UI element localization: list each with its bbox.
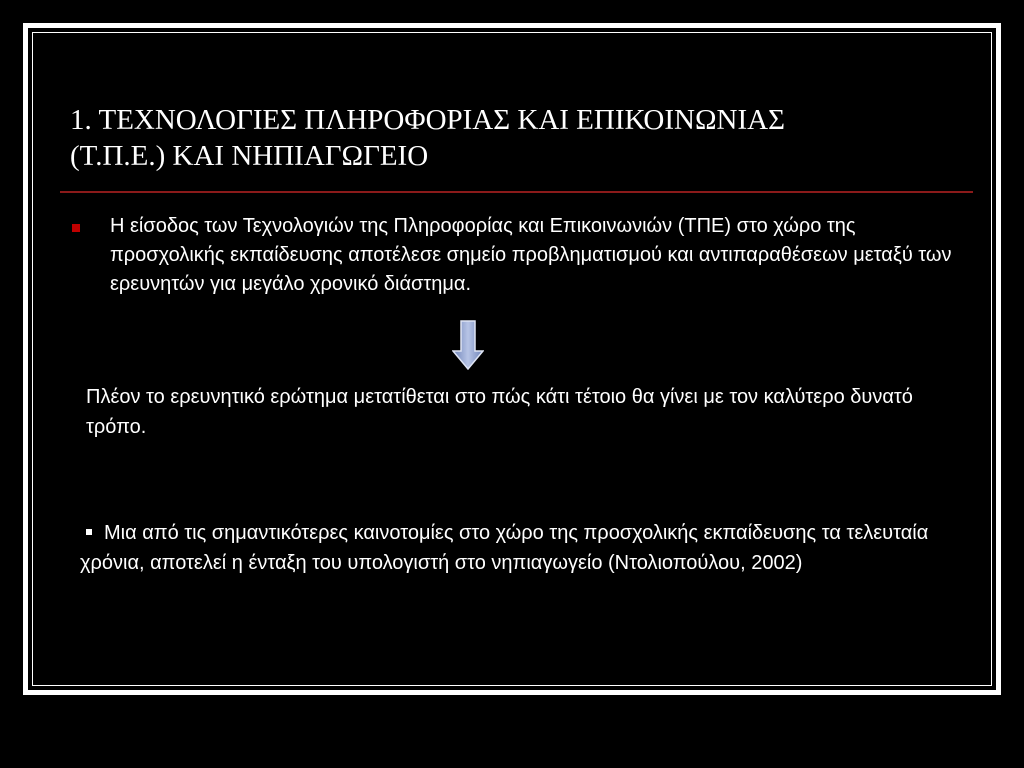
small-square-bullet-icon	[86, 529, 92, 535]
research-question-paragraph: Πλέον το ερευνητικό ερώτημα μετατίθεται στο πώς κάτι τέτοιο θα γίνει με τον καλύτερο δυνατό τρόπο.	[86, 386, 913, 438]
down-arrow-icon	[452, 320, 484, 370]
bullet-text: Η είσοδος των Τεχνολογιών της Πληροφορίας και Επικοινωνιών (ΤΠΕ) στο χώρο της προσχολικής εκπαίδευσης αποτέλεσε σημείο προβληματισμού και αντιπαραθέσεων μεταξύ των ερευνητών για μεγάλο χρονικό διάστημα.	[110, 215, 952, 295]
bullet-item	[72, 212, 972, 299]
slide-title	[70, 102, 970, 174]
title-divider	[60, 191, 973, 193]
title-line-1: 1. ΤΕΧΝΟΛΟΓΙΕΣ ΠΛΗΡΟΦΟΡΙΑΣ ΚΑΙ ΕΠΙΚΟΙΝΩΝΙΑΣ	[70, 104, 785, 136]
square-bullet-icon	[72, 224, 80, 232]
innovation-text: Μια από τις σημαντικότερες καινοτομίες στο χώρο της προσχολικής εκπαίδευσης τα τελευταία χρόνια, αποτελεί η ένταξη του υπολογιστή στο νηπιαγωγείο (Ντολιοπούλου, 2002)	[80, 522, 929, 574]
title-line-2: (Τ.Π.Ε.) ΚΑΙ ΝΗΠΙΑΓΩΓΕΙΟ	[70, 140, 429, 172]
innovation-paragraph	[80, 518, 940, 578]
